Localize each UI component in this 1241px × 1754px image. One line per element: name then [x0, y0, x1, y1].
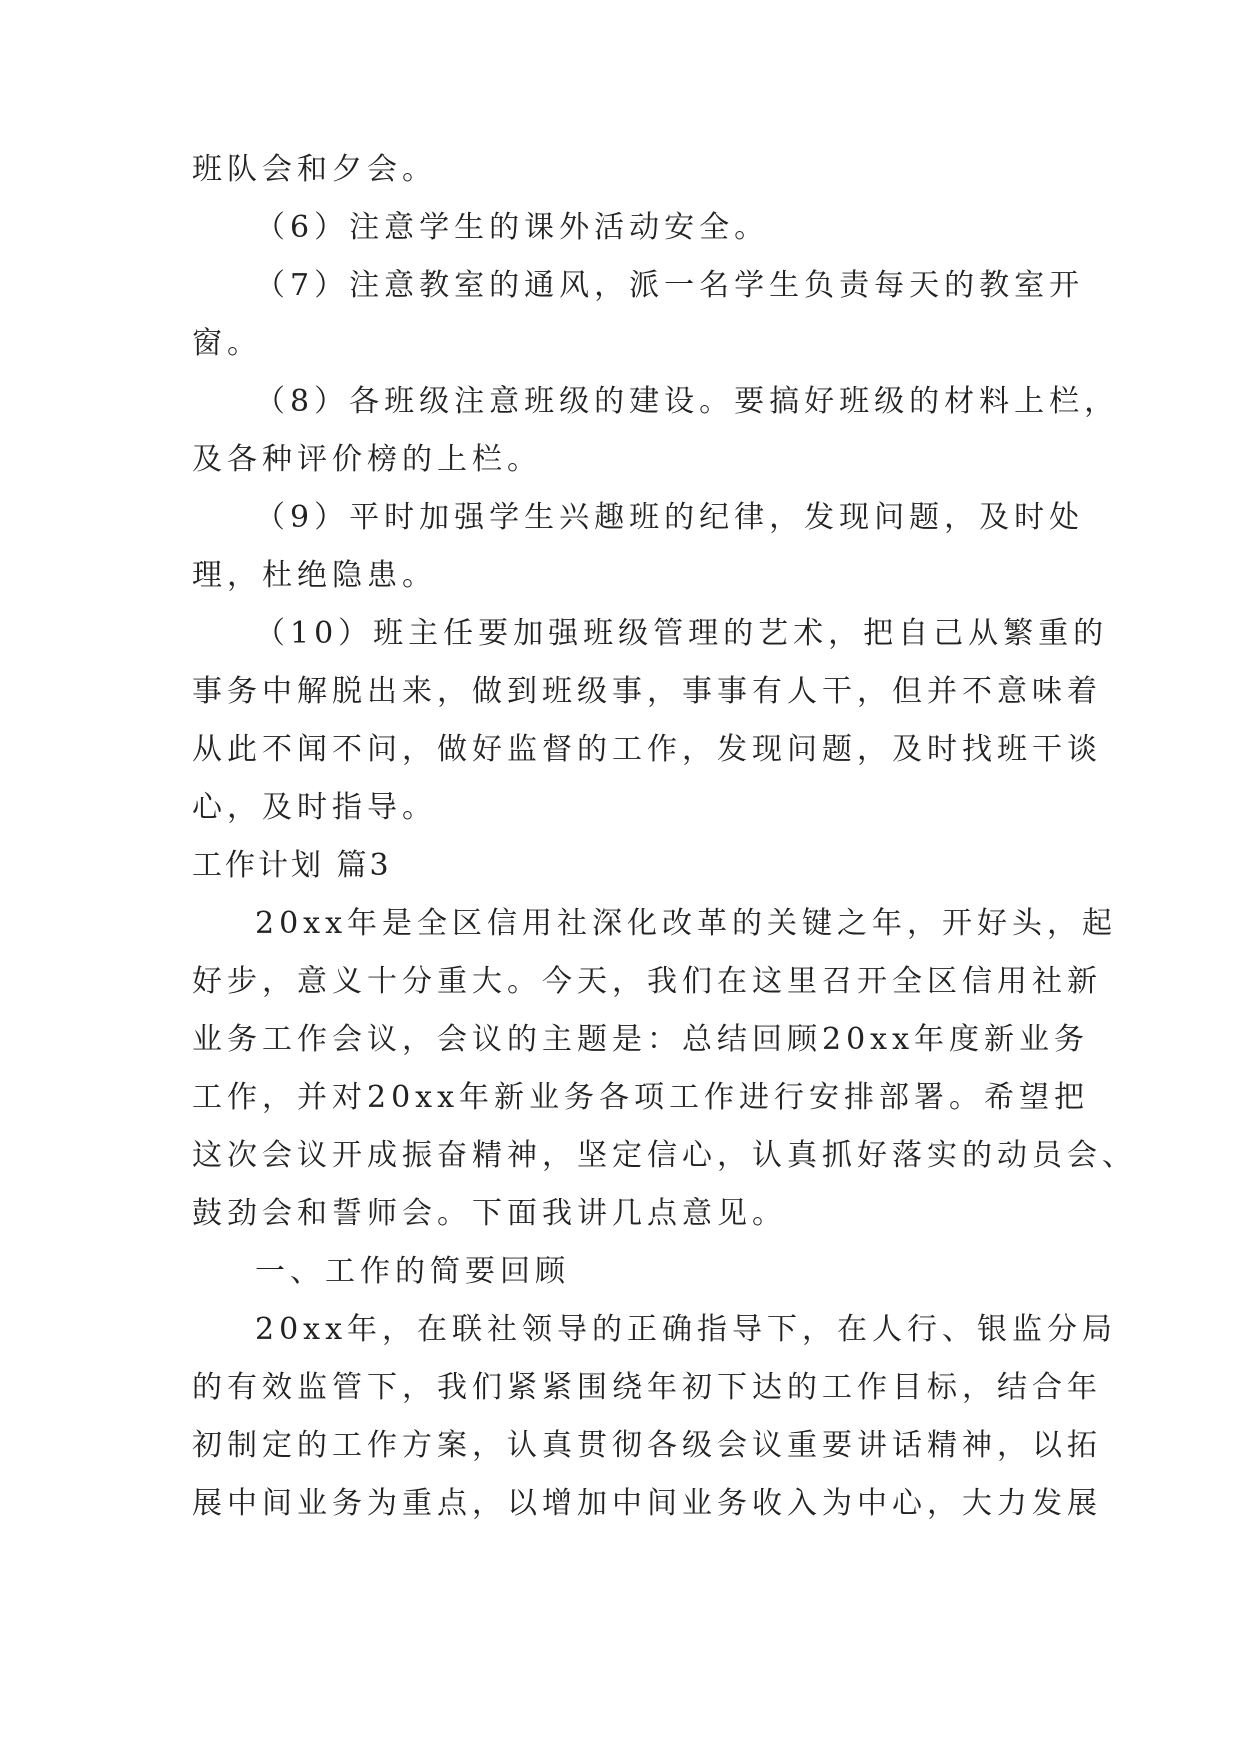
text-line: 业务工作会议，会议的主题是：总结回顾20xx年度新业务: [192, 1022, 1090, 1057]
text-line: （6）注意学生的课外活动安全。: [255, 210, 770, 245]
text-line: （8）各班级注意班级的建设。要搞好班级的材料上栏，: [255, 384, 1120, 419]
text-line: 工作，并对20xx年新业务各项工作进行安排部署。希望把: [192, 1080, 1090, 1115]
subsection-heading: 一、工作的简要回顾: [255, 1254, 570, 1289]
text-line: （10）班主任要加强班级管理的艺术，把自己从繁重的: [255, 616, 1109, 651]
text-line: 从此不闻不问，做好监督的工作，发现问题，及时找班干谈: [192, 732, 1102, 767]
text-line: 窗。: [192, 326, 262, 361]
text-line: 的有效监管下，我们紧紧围绕年初下达的工作目标，结合年: [192, 1370, 1102, 1405]
text-line: 班队会和夕会。: [192, 152, 437, 187]
section-heading: 工作计划 篇3: [192, 848, 392, 883]
text-line: 好步，意义十分重大。今天，我们在这里召开全区信用社新: [192, 964, 1102, 999]
text-line: 事务中解脱出来，做到班级事，事事有人干，但并不意味着: [192, 674, 1102, 709]
text-line: 心，及时指导。: [192, 790, 437, 825]
text-line: 20xx年是全区信用社深化改革的关键之年，开好头，起: [255, 906, 1118, 941]
text-line: 理，杜绝隐患。: [192, 558, 437, 593]
text-line: 展中间业务为重点，以增加中间业务收入为中心，大力发展: [192, 1486, 1102, 1521]
text-line: （7）注意教室的通风，派一名学生负责每天的教室开: [255, 268, 1085, 303]
text-line: 鼓劲会和誓师会。下面我讲几点意见。: [192, 1196, 787, 1231]
text-line: 初制定的工作方案，认真贯彻各级会议重要讲话精神，以拓: [192, 1428, 1102, 1463]
text-line: 20xx年，在联社领导的正确指导下，在人行、银监分局: [255, 1312, 1118, 1347]
text-line: （9）平时加强学生兴趣班的纪律，发现问题，及时处: [255, 500, 1085, 535]
text-line: 这次会议开成振奋精神，坚定信心，认真抓好落实的动员会、: [192, 1138, 1137, 1173]
text-line: 及各种评价榜的上栏。: [192, 442, 542, 477]
